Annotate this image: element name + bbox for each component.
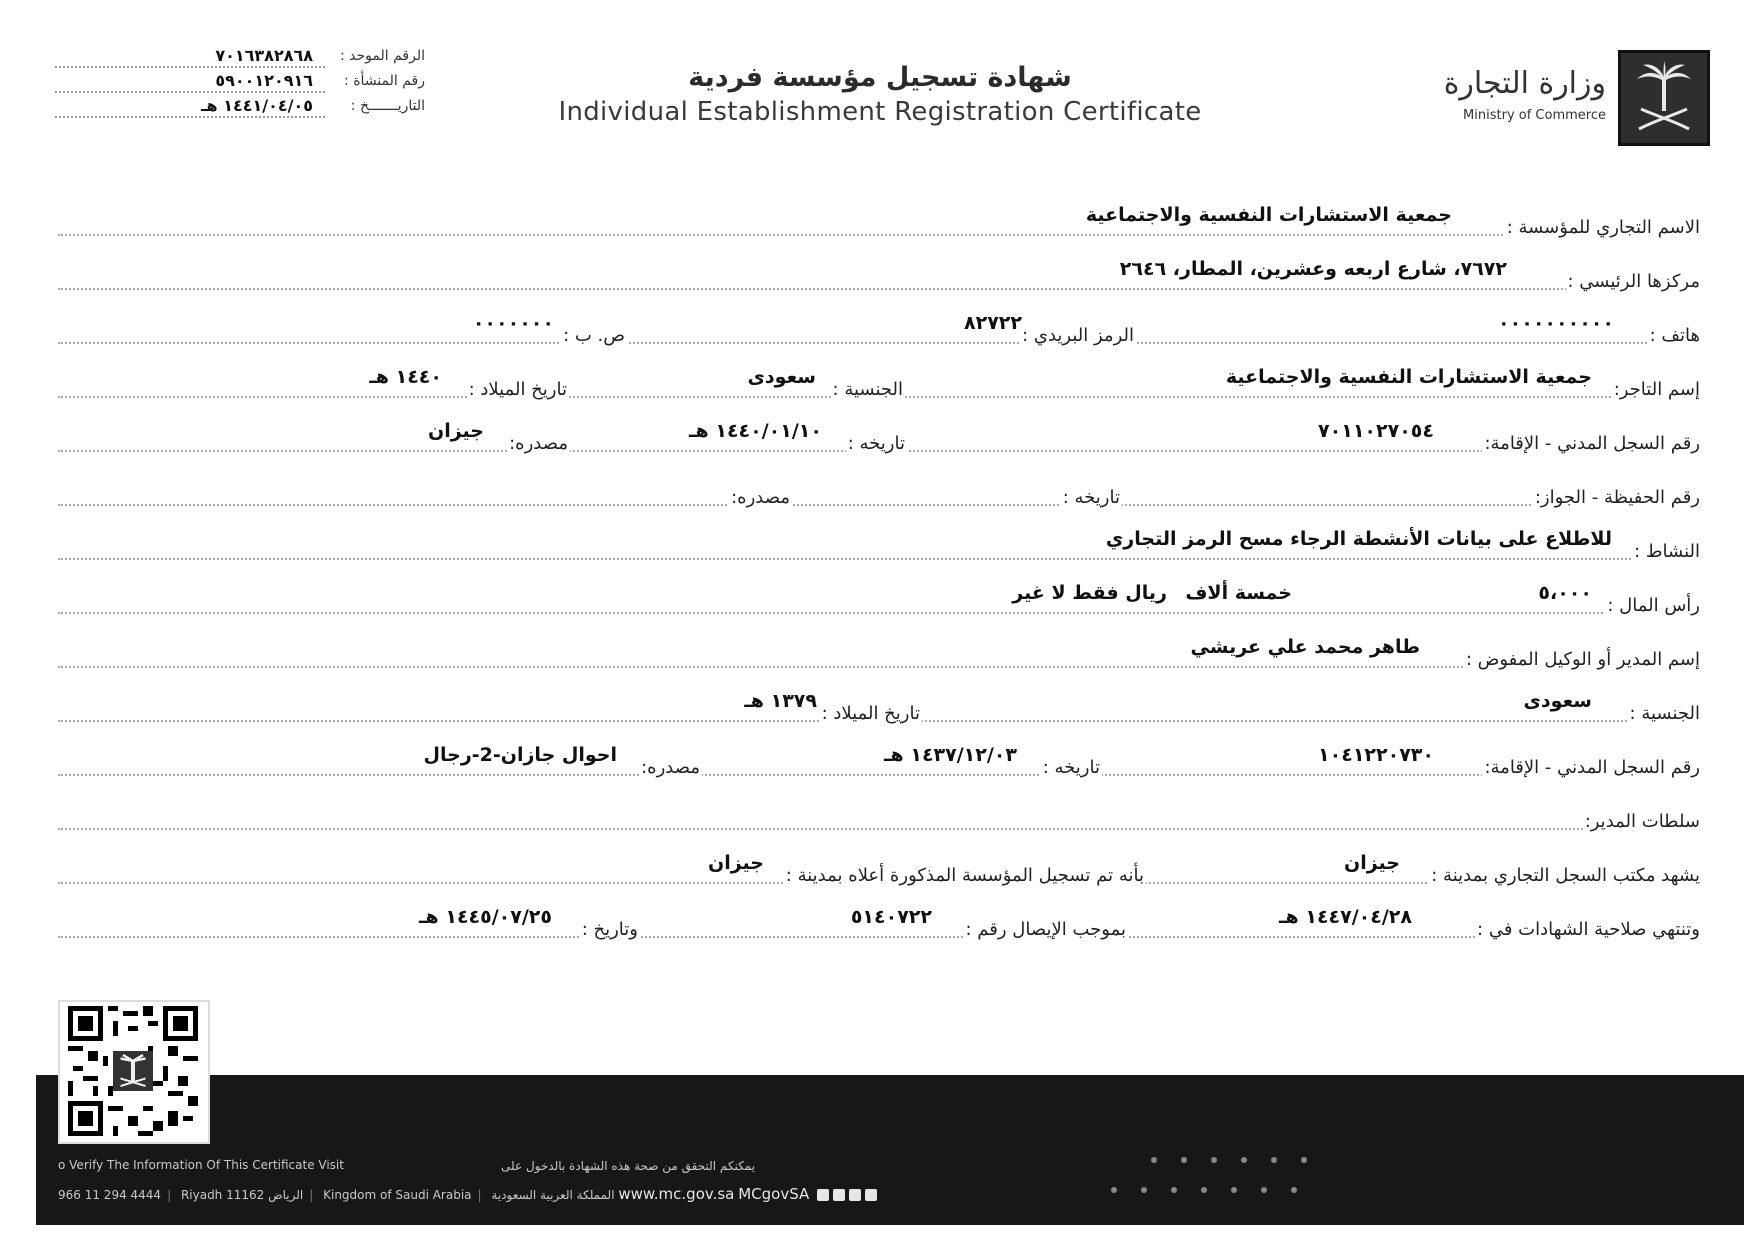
manager-source-value: احوال جازان-2-رجال	[423, 744, 617, 766]
facebook-icon[interactable]	[833, 1189, 845, 1201]
civil-date-label: تاريخه :	[847, 433, 905, 454]
merchant-value: جمعية الاستشارات النفسية والاجتماعية	[1225, 366, 1592, 388]
verify-text-arabic: يمكنكم التحقق من صحة هذه الشهادة بالدخول على	[501, 1159, 756, 1173]
birth-date-label: تاريخ الميلاد :	[468, 379, 567, 400]
ministry-name-english: Ministry of Commerce	[1463, 108, 1606, 123]
passport-date-label: تاريخه :	[1062, 487, 1120, 508]
issue-date-label: التاريـــــــخ :	[350, 98, 425, 114]
headquarters-row	[58, 244, 1702, 298]
civil-source-label: مصدره:	[509, 433, 568, 454]
merchant-label: إسم التاجر:	[1613, 379, 1700, 400]
activity-row	[58, 514, 1702, 568]
certify-city-2: جيزان	[708, 852, 764, 874]
civil-registry-value: ٧٠١١٠٢٧٠٥٤	[1318, 420, 1434, 442]
po-box-label: ص. ب :	[563, 325, 625, 346]
establishment-number: ٥٩٠٠١٢٠٩١٦	[215, 71, 313, 90]
po-box-value: ٠٠٠٠٠٠٠	[472, 312, 554, 334]
capital-value: ٥،٠٠٠	[1538, 582, 1592, 604]
headquarters-label: مركزها الرئيسي :	[1567, 271, 1700, 292]
verification-qr-code[interactable]	[58, 1000, 210, 1144]
receipt-value: ٥١٤٠٧٢٢	[850, 906, 932, 928]
birth-date-value: ١٤٤٠ هـ	[369, 366, 442, 388]
merchant-row	[58, 352, 1702, 406]
postal-code-value: ٨٢٧٢٢	[964, 312, 1022, 334]
manager-powers-label: سلطات المدير:	[1584, 811, 1700, 832]
manager-label: إسم المدير أو الوكيل المفوض :	[1465, 649, 1700, 670]
ministry-name-arabic: وزارة التجارة	[1443, 66, 1606, 101]
contact-row	[58, 298, 1702, 352]
expiry-row	[58, 892, 1702, 946]
unified-number-label: الرقم الموحد :	[340, 48, 425, 64]
activity-value: للاطلاع على بيانات الأنشطة الرجاء مسح الرمز التجاري	[1105, 528, 1612, 550]
receipt-label: بموجب الإيصال رقم :	[965, 919, 1126, 940]
footer-social-handle[interactable]: MCgovSA	[738, 1185, 810, 1203]
capital-currency: ريال فقط لا غير	[1012, 582, 1167, 604]
footer-bar	[36, 1075, 1744, 1225]
passport-row	[58, 460, 1702, 514]
manager-civil-date-label: تاريخه :	[1042, 757, 1100, 778]
reference-block	[55, 46, 425, 121]
unified-number-row	[55, 46, 425, 71]
manager-nationality-value: سعودى	[1523, 690, 1592, 712]
establishment-number-row	[55, 71, 425, 96]
verify-text-english: o Verify The Information Of This Certificate Visit	[58, 1158, 344, 1172]
footer-country-ar: المملكة العربية السعودية	[491, 1188, 615, 1202]
certificate-title	[540, 62, 1220, 127]
capital-words: خمسة ألاف	[1185, 582, 1292, 604]
issue-date-row	[55, 96, 425, 121]
issue-date: ١٤٤١/٠٤/٠٥ هـ	[201, 96, 313, 115]
civil-source-value: جيزان	[428, 420, 484, 442]
civil-registry-row	[58, 406, 1702, 460]
contact-info-line: 966 11 294 4444 | Riyadh 11162 الرياض | Kingdom of Saudi Arabia | المملكة العربية السعودية www.mc.gov.sa MCgovSA	[58, 1185, 877, 1203]
civil-date-value: ١٤٤٠/٠١/١٠ هـ	[689, 420, 822, 442]
manager-birth-label: تاريخ الميلاد :	[821, 703, 920, 724]
receipt-date-label: وتاريخ :	[581, 919, 638, 940]
ministry-logo	[1445, 50, 1710, 145]
title-english: Individual Establishment Registration Certificate	[558, 97, 1202, 127]
expiry-value: ١٤٤٧/٠٤/٢٨ هـ	[1279, 906, 1412, 928]
trade-name-label: الاسم التجاري للمؤسسة :	[1506, 217, 1700, 238]
certificate-fields	[58, 190, 1702, 946]
nationality-label: الجنسية :	[832, 379, 903, 400]
civil-registry-label: رقم السجل المدني - الإقامة:	[1484, 433, 1700, 454]
manager-civil-date-value: ١٤٣٧/١٢/٠٣ هـ	[884, 744, 1017, 766]
manager-civil-value: ١٠٤١٢٢٠٧٣٠	[1318, 744, 1434, 766]
manager-birth-value: ١٣٧٩ هـ	[744, 690, 817, 712]
trade-name-value: جمعية الاستشارات النفسية والاجتماعية	[1085, 204, 1452, 226]
capital-label: رأس المال :	[1607, 595, 1700, 616]
passport-source-label: مصدره:	[731, 487, 790, 508]
footer-website-link[interactable]: www.mc.gov.sa	[618, 1185, 735, 1203]
postal-code-label: الرمز البريدي :	[1022, 325, 1134, 346]
headquarters-value: ٧٦٧٢، شارع اربعه وعشرين، المطار، ٢٦٤٦	[1119, 258, 1507, 280]
capital-row	[58, 568, 1702, 622]
manager-source-label: مصدره:	[641, 757, 700, 778]
establishment-number-label: رقم المنشأة :	[344, 73, 425, 89]
instagram-icon[interactable]	[817, 1189, 829, 1201]
youtube-icon[interactable]	[865, 1189, 877, 1201]
footer-city-ar: الرياض	[268, 1188, 304, 1202]
receipt-date-value: ١٤٤٥/٠٧/٢٥ هـ	[419, 906, 552, 928]
footer-country-en: Kingdom of Saudi Arabia	[323, 1188, 472, 1202]
certify-label: يشهد مكتب السجل التجاري بمدينة :	[1431, 865, 1700, 886]
title-arabic: شهادة تسجيل مؤسسة فردية	[688, 62, 1072, 93]
certify-text: بأنه تم تسجيل المؤسسة المذكورة أعلاه بمدينة :	[785, 865, 1144, 886]
certify-city: جيزان	[1344, 852, 1400, 874]
expiry-label: وتنتهي صلاحية الشهادات في :	[1477, 919, 1700, 940]
twitter-icon[interactable]	[849, 1189, 861, 1201]
passport-label: رقم الحفيظة - الجواز:	[1534, 487, 1700, 508]
manager-row	[58, 622, 1702, 676]
activity-label: النشاط :	[1634, 541, 1700, 562]
trade-name-row	[58, 190, 1702, 244]
footer-phone: 966 11 294 4444	[58, 1188, 162, 1202]
phone-label: هاتف :	[1649, 325, 1700, 346]
palm-swords-emblem-icon	[1618, 50, 1710, 146]
unified-number: ٧٠١٦٣٨٢٨٦٨	[215, 46, 313, 65]
footer-city-en: Riyadh 11162	[180, 1188, 265, 1202]
manager-value: طاهر محمد علي عريشي	[1190, 636, 1420, 658]
manager-civil-label: رقم السجل المدني - الإقامة:	[1484, 757, 1700, 778]
manager-nationality-label: الجنسية :	[1629, 703, 1700, 724]
manager-powers-row	[58, 784, 1702, 838]
manager-civil-row	[58, 730, 1702, 784]
nationality-value: سعودى	[747, 366, 816, 388]
manager-nationality-row	[58, 676, 1702, 730]
certification-row	[58, 838, 1702, 892]
phone-value: ٠٠٠٠٠٠٠٠٠٠	[1498, 312, 1614, 334]
